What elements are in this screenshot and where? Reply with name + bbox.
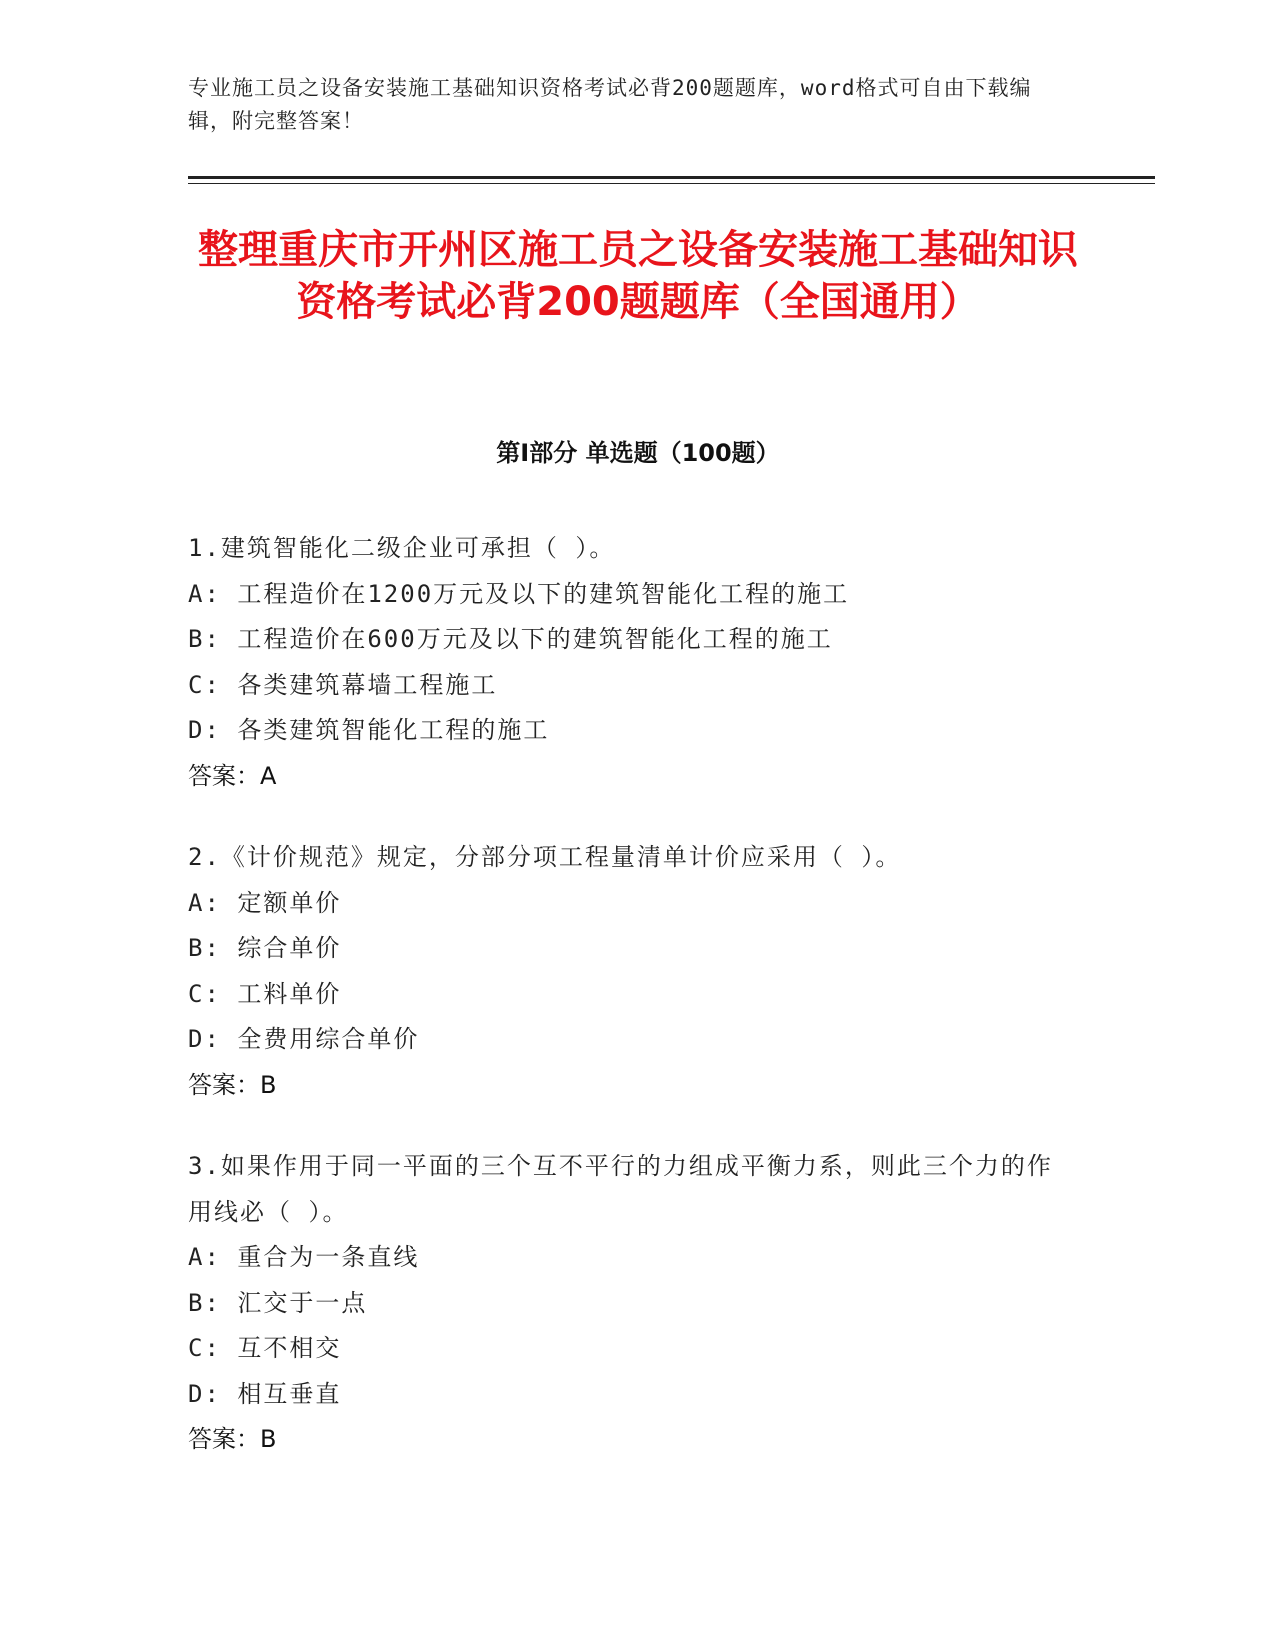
- option-c: C: 工料单价: [188, 979, 342, 1008]
- option-d: D: 全费用综合单价: [188, 1025, 420, 1053]
- answer-line: 答案：A: [188, 761, 277, 790]
- option-a: A: 定额单价: [188, 888, 342, 917]
- option-d: D: 相互垂直: [188, 1379, 342, 1408]
- header-note: 专业施工员之设备安装施工基础知识资格考试必背200题题库，word格式可自由下载编辑，附完整答案！: [188, 76, 1032, 133]
- option-b: B: 工程造价在600万元及以下的建筑智能化工程的施工: [188, 625, 833, 653]
- option-d: D: 各类建筑智能化工程的施工: [188, 716, 550, 744]
- option-b: B: 综合单价: [188, 934, 342, 962]
- option-a: A: 工程造价在1200万元及以下的建筑智能化工程的施工: [188, 579, 850, 608]
- document-title: 整理重庆市开州区施工员之设备安装施工基础知识资格考试必背200题题库（全国通用）: [198, 227, 1078, 325]
- question-list: [188, 526, 1068, 1499]
- question-3: [188, 1144, 1068, 1463]
- question-stem: 2.《计价规范》规定，分部分项工程量清单计价应采用（ ）。: [188, 843, 902, 871]
- option-c: C: 各类建筑幕墙工程施工: [188, 670, 498, 699]
- question-2: [188, 835, 1068, 1108]
- header-divider-thick: [188, 176, 1155, 179]
- option-c: C: 互不相交: [188, 1334, 342, 1362]
- option-b: B: 汇交于一点: [188, 1288, 368, 1317]
- answer-line: 答案：B: [188, 1425, 277, 1453]
- header-divider-thin: [188, 183, 1155, 184]
- question-stem: 3.如果作用于同一平面的三个互不平行的力组成平衡力系，则此三个力的作用线必（ ）。: [188, 1152, 1053, 1226]
- question-1: [188, 526, 1068, 799]
- question-stem: 1.建筑智能化二级企业可承担（ ）。: [188, 534, 616, 562]
- answer-line: 答案：B: [188, 1070, 277, 1099]
- option-a: A: 重合为一条直线: [188, 1243, 420, 1271]
- section-title: 第I部分 单选题（100题）: [496, 439, 780, 467]
